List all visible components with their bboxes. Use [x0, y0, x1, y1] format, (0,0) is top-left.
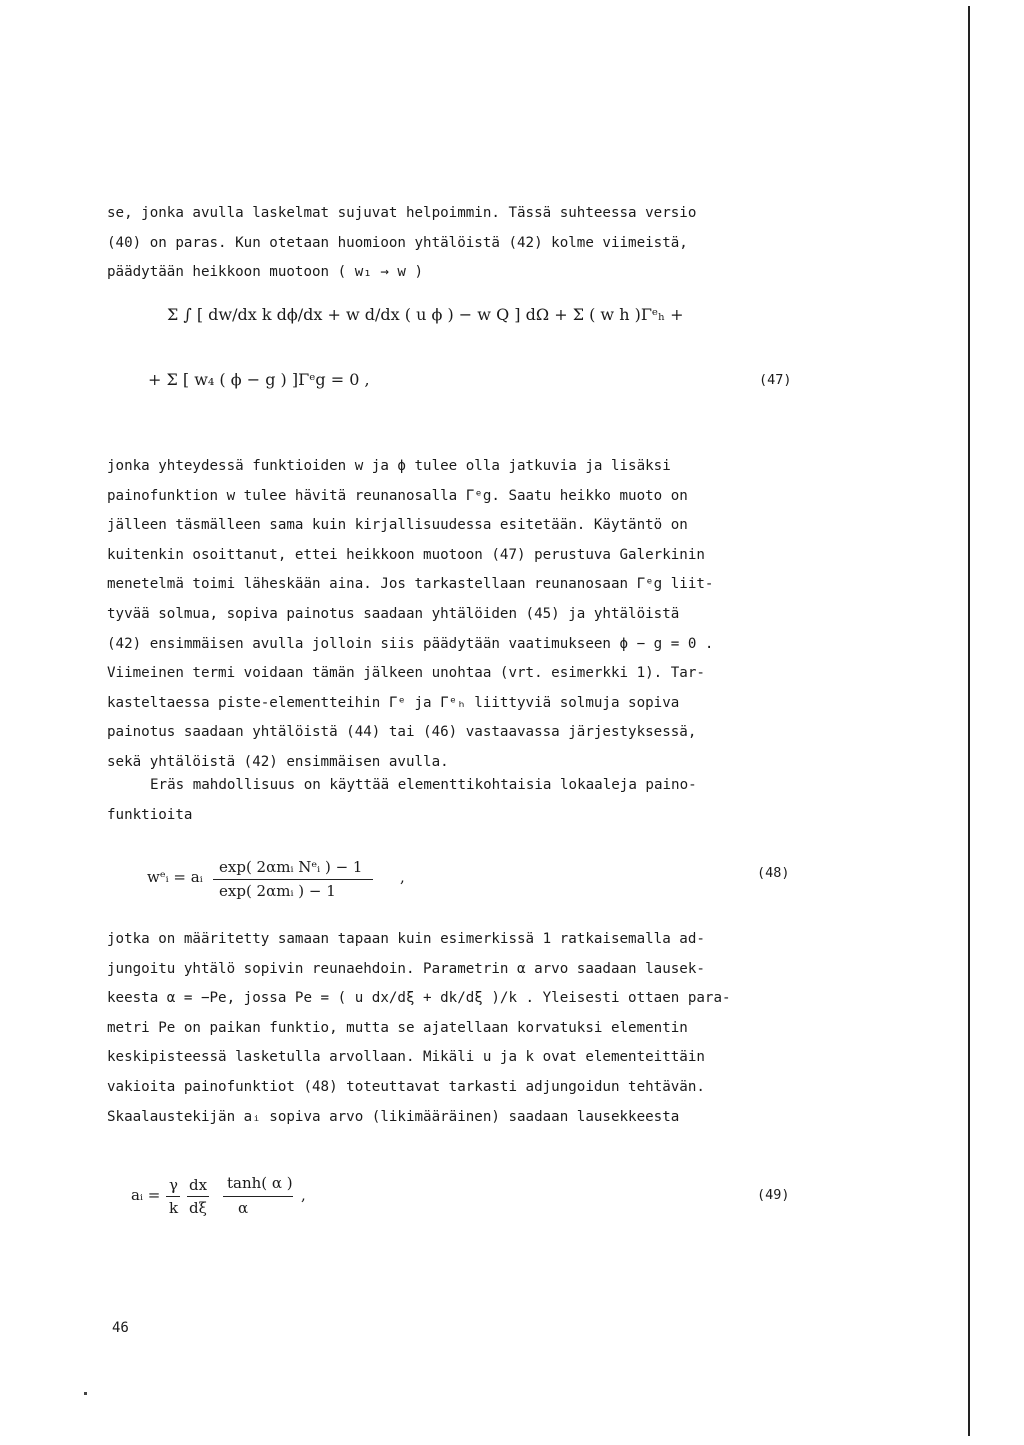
- equation-47-line1: Σ ∫ [ dw/dx k dϕ/dx + w d/dx ( u ϕ ) − w Q ] dΩ + Σ ( w h )Γᵉₕ +: [167, 305, 684, 324]
- text-line: keskipisteessä lasketulla arvollaan. Mikäli u ja k ovat elementeittäin: [107, 1049, 705, 1066]
- eq49-f2-numerator: dx: [189, 1176, 208, 1194]
- text-line: tyvää solmua, sopiva painotus saadaan yhtälöiden (45) ja yhtälöistä: [107, 605, 680, 622]
- text-line: sekä yhtälöistä (42) ensimmäisen avulla.: [107, 753, 449, 770]
- paragraph-parameter: [107, 925, 791, 1132]
- scan-speck: [84, 1392, 87, 1395]
- text-line: jotka on määritetty samaan tapaan kuin esimerkissä 1 ratkaisemalla ad-: [107, 931, 705, 947]
- text-line: Eräs mahdollisuus on käyttää elementtikohtaisia lokaaleja paino-: [150, 777, 697, 793]
- eq49-f3-bar: [223, 1196, 293, 1197]
- text-line: kuitenkin osoittanut, ettei heikkoon muotoon (47) perustuva Galerkinin: [107, 546, 705, 563]
- eq49-f1-numerator: γ: [169, 1176, 178, 1194]
- paragraph-weak-form: [107, 452, 791, 778]
- eq49-trail: ,: [301, 1186, 306, 1204]
- text-line: keesta α = −Pe, jossa Pe = ( u dx/dξ + dk/dξ )/k . Yleisesti ottaen para-: [107, 990, 731, 1007]
- text-line: menetelmä toimi läheskään aina. Jos tarkastellaan reunanosaan Γᵉg liit-: [107, 576, 714, 593]
- paragraph-intro: [107, 199, 791, 288]
- scan-edge-line: [968, 6, 970, 1436]
- text-line: kasteltaessa piste-elementteihin Γᵉ ja Γᵉₕ liittyviä solmuja sopiva: [107, 694, 680, 711]
- text-line: funktioita: [107, 806, 193, 823]
- eq49-lhs: aᵢ =: [131, 1186, 161, 1204]
- eq49-f1-bar: [166, 1196, 180, 1197]
- eq49-f1-denominator: k: [169, 1199, 179, 1217]
- text-line: painotus saadaan yhtälöistä (44) tai (46) vastaavassa järjestyksessä,: [107, 724, 697, 741]
- equation-49-number: (49): [757, 1187, 790, 1203]
- text-line: (40) on paras. Kun otetaan huomioon yhtälöistä (42) kolme viimeistä,: [107, 234, 688, 251]
- eq48-denominator: exp( 2αmᵢ ) − 1: [219, 882, 336, 900]
- text-line: vakioita painofunktiot (48) toteuttavat tarkasti adjungoidun tehtävän.: [107, 1078, 705, 1095]
- equation-47-number: (47): [759, 372, 792, 388]
- eq49-f3-denominator: α: [238, 1199, 249, 1217]
- eq48-numerator: exp( 2αmᵢ Nᵉᵢ ) − 1: [219, 858, 363, 876]
- page-number: 46: [112, 1320, 129, 1336]
- text-line: Viimeinen termi voidaan tämän jälkeen unohtaa (vrt. esimerkki 1). Tar-: [107, 665, 705, 682]
- eq49-f2-bar: [187, 1196, 209, 1197]
- eq48-trail: ,: [400, 868, 405, 886]
- equation-47-line2: + Σ [ w₄ ( ϕ − g ) ]Γᵉg = 0 ,: [148, 370, 370, 389]
- eq48-lhs: wᵉᵢ = aᵢ: [147, 868, 203, 886]
- text-line: jungoitu yhtälö sopivin reunaehdoin. Parametrin α arvo saadaan lausek-: [107, 960, 705, 977]
- text-line: se, jonka avulla laskelmat sujuvat helpoimmin. Tässä suhteessa versio: [107, 205, 697, 221]
- equation-48-number: (48): [757, 865, 790, 881]
- text-line: (42) ensimmäisen avulla jolloin siis päädytään vaatimukseen ϕ − g = 0 .: [107, 635, 714, 652]
- text-line: jälleen täsmälleen sama kuin kirjallisuudessa esitetään. Käytäntö on: [107, 517, 688, 534]
- text-line: metri Pe on paikan funktio, mutta se ajatellaan korvatuksi elementin: [107, 1019, 688, 1036]
- eq49-f3-numerator: tanh( α ): [227, 1174, 293, 1192]
- text-line: jonka yhteydessä funktioiden w ja ϕ tulee olla jatkuvia ja lisäksi: [107, 458, 671, 474]
- paragraph-local-weights: [107, 771, 791, 830]
- text-line: Skaalaustekijän aᵢ sopiva arvo (likimääräinen) saadaan lausekkeesta: [107, 1108, 680, 1125]
- text-line: painofunktion w tulee hävitä reunanosalla Γᵉg. Saatu heikko muoto on: [107, 487, 688, 504]
- eq49-f2-denominator: dξ: [189, 1199, 207, 1217]
- text-line: päädytään heikkoon muotoon ( w₁ → w ): [107, 264, 424, 281]
- eq48-fraction-bar: [213, 879, 373, 880]
